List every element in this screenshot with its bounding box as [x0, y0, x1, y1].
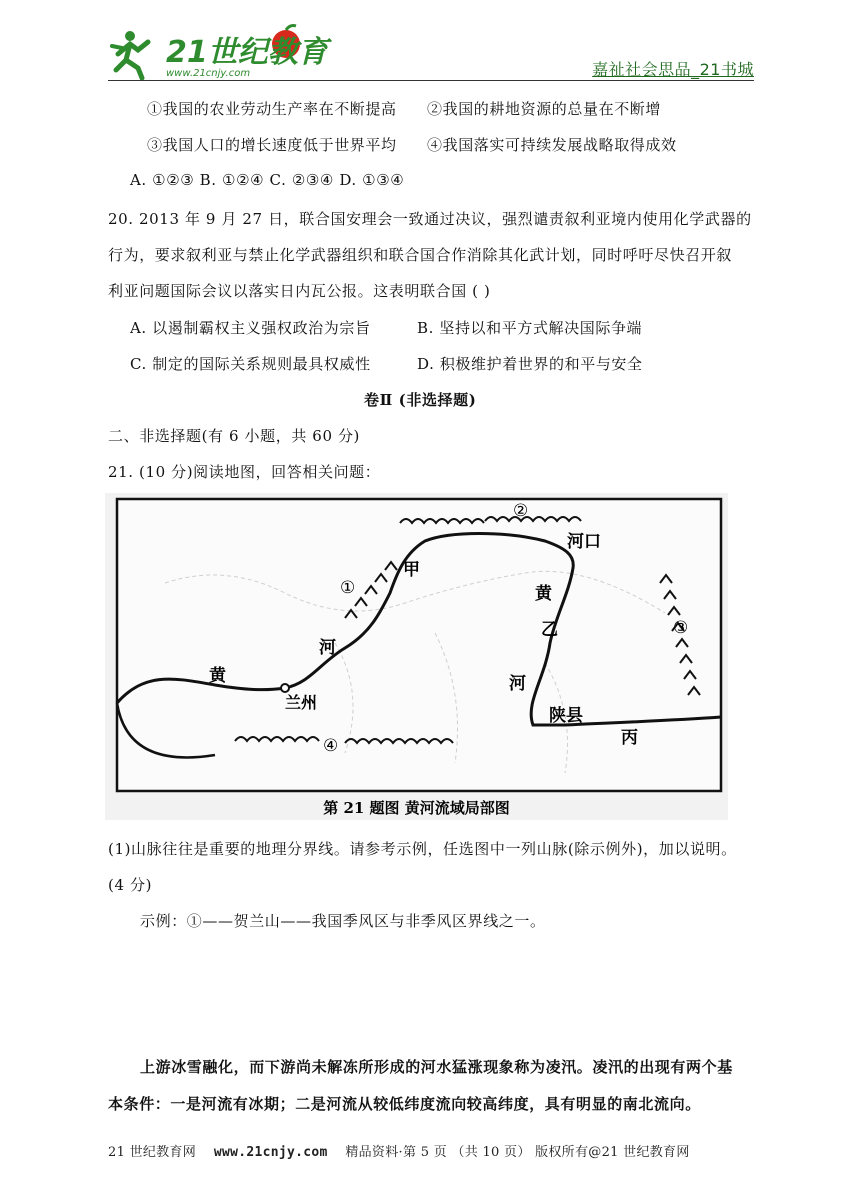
q19-option-2: ②我国的耕地资源的总量在不断增 [427, 100, 662, 118]
label-shanxian: 陕县 [549, 706, 583, 726]
q19-option-3: ③我国人口的增长速度低于世界平均 [147, 136, 397, 154]
section-heading: 二、非选择题(有 6 小题，共 60 分) [108, 427, 361, 445]
footer-right: 精品资料·第 5 页 （共 10 页） 版权所有@21 世纪教育网 [345, 1145, 690, 1160]
note-line-2: 本条件：一是河流有冰期；二是河流从较低纬度流向较高纬度，具有明显的南北流向。 [108, 1095, 701, 1113]
header-link[interactable]: 嘉祉社会思品_21书城 [592, 60, 754, 79]
label-huang-west: 黄 [209, 666, 226, 686]
q20-choice-b: B. 坚持以和平方式解决国际争端 [417, 319, 643, 337]
note-line-1: 上游冰雪融化，而下游尚未解冻所形成的河水猛涨现象称为凌汛。凌汛的出现有两个基 [140, 1058, 733, 1076]
label-hekou: 河口 [567, 532, 601, 552]
q20-choice-c: C. 制定的国际关系规则最具权威性 [130, 355, 371, 373]
q21-sub1-line-2: (4 分) [108, 876, 153, 894]
label-he-east: 河 [509, 674, 526, 694]
footer-site-link[interactable]: www.21cnjy.com [213, 1145, 328, 1160]
mountain-1-label: ① [340, 578, 356, 598]
label-huang-east: 黄 [535, 584, 552, 604]
mountain-4-label: ④ [323, 736, 339, 756]
q21-sub1-line-1: (1)山脉往往是重要的地理分界线。请参考示例，任选图中一列山脉(除示例外)，加以说明。 [108, 840, 737, 858]
header-divider [108, 80, 754, 81]
label-yi: 乙 [541, 620, 558, 640]
q21-example: 示例：①——贺兰山——我国季风区与非季风区界线之一。 [140, 912, 546, 930]
logo-text: 21世纪教育 [166, 35, 328, 70]
q19-choices: A. ①②③ B. ①②④ C. ②③④ D. ①③④ [130, 171, 405, 189]
mountain-3-label: ③ [673, 618, 689, 638]
q19-option-4: ④我国落实可持续发展战略取得成效 [427, 136, 677, 154]
q19-option-1: ①我国的农业劳动生产率在不断提高 [147, 100, 397, 118]
label-bing: 丙 [621, 728, 638, 748]
label-lanzhou: 兰州 [285, 693, 318, 712]
page-header [0, 0, 860, 90]
site-logo [108, 24, 328, 80]
label-he-west: 河 [319, 638, 336, 658]
section-title: 卷Ⅱ (非选择题) [364, 391, 477, 409]
map-caption: 第 21 题图 黄河流域局部图 [323, 799, 510, 817]
footer-left: 21 世纪教育网 [108, 1145, 197, 1160]
logo-subtext: www.21cnjy.com [166, 68, 251, 79]
q20-choice-d: D. 积极维护着世界的和平与安全 [417, 355, 643, 373]
page-footer [108, 1141, 758, 1160]
q20-stem-line-2: 行为，要求叙利亚与禁止化学武器组织和联合国合作消除其化武计划，同时呼吁尽快召开叙 [108, 246, 733, 264]
q20-stem-line-3: 利亚问题国际会议以落实日内瓦公报。这表明联合国 ( ) [108, 282, 491, 300]
q20-stem-line-1: 20. 2013 年 9 月 27 日，联合国安理会一致通过决议，强烈谴责叙利亚境内使用化学武器的 [108, 210, 752, 228]
q21-intro: 21. (10 分)阅读地图，回答相关问题： [108, 463, 381, 481]
yellow-river-map [105, 493, 728, 820]
q20-choice-a: A. 以遏制霸权主义强权政治为宗旨 [130, 319, 371, 337]
mountain-2-label: ② [513, 501, 529, 521]
label-jia: 甲 [403, 560, 420, 580]
